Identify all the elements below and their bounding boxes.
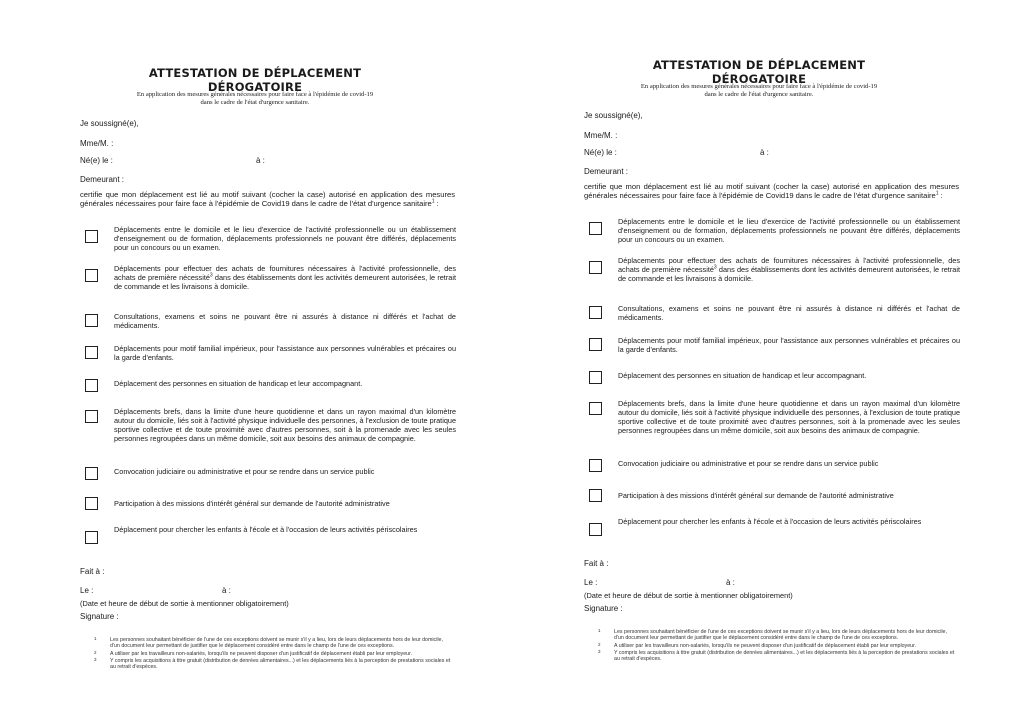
reason-text: Consultations, examens et soins ne pouvant être ni assurés à distance ni différés et l'achat de médicaments.: [618, 304, 960, 322]
reason-text: Déplacements entre le domicile et le lieu d'exercice de l'activité professionnelle ou un établissement d'enseignement ou de formation, déplacements professionnels ne pouvant être différés, déplacements pour un concours ou un examen.: [114, 225, 456, 252]
mme-m-label: Mme/M. :: [80, 139, 114, 148]
reason-text: [618, 257, 960, 284]
footnote: [598, 650, 958, 663]
subtitle-line-1: En application des mesures générales nécessaires pour faire face à l'épidémie de covid-19: [136, 91, 374, 98]
je-soussigne-label: Je soussigné(e),: [584, 111, 643, 120]
reason-checkbox[interactable]: [85, 230, 98, 243]
footnote: [598, 643, 958, 649]
footnote-text: A utiliser par les travailleurs non-salariés, lorsqu'ils ne peuvent disposer d'un justificatif de déplacement établi par leur employeur.: [110, 650, 413, 657]
reason-checkbox[interactable]: [85, 379, 98, 392]
le-label: Le :: [80, 586, 94, 595]
footnote: [94, 658, 454, 671]
certification-end: :: [434, 199, 439, 209]
reason-checkbox[interactable]: [589, 489, 602, 502]
signature-label: Signature :: [80, 612, 119, 621]
demeurant-label: Demeurant :: [80, 175, 125, 184]
footnote-number: 1: [94, 636, 97, 641]
reason-text-part: Déplacements pour effectuer des achats de fournitures nécessaires à l'activité professionnelle, des achats de première nécessité: [114, 264, 456, 282]
fait-a-label: Fait à :: [80, 567, 105, 576]
footnote-number: 1: [598, 628, 601, 633]
footnote-number: 3: [94, 656, 97, 662]
subtitle-line-2: dans le cadre de l'état d'urgence sanitaire.: [704, 91, 814, 99]
footnote-number: 2: [598, 641, 601, 647]
reason-checkbox[interactable]: [85, 269, 98, 282]
demeurant-label: Demeurant :: [584, 167, 629, 176]
reason-checkbox[interactable]: [589, 371, 602, 384]
reason-text: Déplacement pour chercher les enfants à l'école et à l'occasion de leurs activités périscolaires: [618, 517, 922, 526]
certification-body: certifie que mon déplacement est lié au motif suivant (cocher la case) autorisé en application des mesures générales nécessaires pour faire face à l'épidémie de Covid19 dans le cadre de l'état d'urgence sanitaire: [584, 182, 959, 201]
reason-text: Déplacement pour chercher les enfants à l'école et à l'occasion de leurs activités périscolaires: [114, 525, 418, 534]
reason-text: Déplacement des personnes en situation de handicap et leur accompagnant.: [618, 371, 867, 380]
reason-text: [114, 265, 456, 292]
footnote-text: Y compris les acquisitions à titre gratuit (distribution de denrées alimentaires...) et les déplacements liés à la perception de prestations sociales et au retrait d'espèces.: [614, 649, 955, 663]
reason-checkbox[interactable]: [85, 346, 98, 359]
footnote: [94, 637, 454, 650]
footnote: [94, 651, 454, 657]
reason-text: Déplacements pour motif familial impérieux, pour l'assistance aux personnes vulnérables et précaires ou la garde d'enfants.: [114, 344, 456, 362]
subtitle-line-2: dans le cadre de l'état d'urgence sanitaire.: [200, 99, 310, 107]
reason-checkbox[interactable]: [85, 314, 98, 327]
certification-end: :: [938, 191, 943, 201]
birth-place-label: à :: [256, 156, 265, 165]
date-note: (Date et heure de début de sortie à mentionner obligatoirement): [80, 599, 289, 608]
reason-text: Déplacements pour motif familial impérieux, pour l'assistance aux personnes vulnérables et précaires ou la garde d'enfants.: [618, 336, 960, 354]
subtitle-line-1: En application des mesures générales nécessaires pour faire face à l'épidémie de covid-19: [640, 83, 878, 90]
date-note: (Date et heure de début de sortie à mentionner obligatoirement): [584, 591, 793, 600]
reason-checkbox[interactable]: [589, 459, 602, 472]
form-subtitle: [594, 83, 924, 99]
birth-date-label: Né(e) le :: [584, 148, 617, 157]
footnote-ref: 1: [935, 190, 939, 197]
birth-place-label: à :: [760, 148, 769, 157]
birth-date-label: Né(e) le :: [80, 156, 113, 165]
footnote-text: Y compris les acquisitions à titre gratuit (distribution de denrées alimentaires...) et les déplacements liés à la perception de prestations sociales et au retrait d'espèces.: [110, 657, 451, 671]
footnote: [598, 629, 958, 642]
reason-checkbox[interactable]: [85, 497, 98, 510]
reason-text-part: dans des établissements dont les activités demeurent autorisées, le retrait de commande et les livraisons à domicile.: [618, 264, 960, 283]
reason-text: Déplacements brefs, dans la limite d'une heure quotidienne et dans un rayon maximal d'un kilomètre autour du domicile, liés soit à l'activité physique individuelle des personnes, à l'exclusion de toute pratique sportive collective et de toute proximité avec d'autres personnes, soit à la promenade avec les seules personnes regroupées dans un même domicile, soit aux besoins des animaux de compagnie.: [618, 399, 960, 435]
form-title: ATTESTATION DE DÉPLACEMENT DÉROGATOIRE: [148, 66, 362, 94]
footnote-ref: 3: [209, 272, 213, 279]
reason-text: Convocation judiciaire ou administrative et pour se rendre dans un service public: [114, 467, 375, 476]
reason-checkbox[interactable]: [589, 338, 602, 351]
reason-text: Déplacements brefs, dans la limite d'une heure quotidienne et dans un rayon maximal d'un kilomètre autour du domicile, liés soit à l'activité physique individuelle des personnes, à l'exclusion de toute pratique sportive collective et de toute proximité avec d'autres personnes, soit à la promenade avec les seules personnes regroupées dans un même domicile, soit aux besoins des animaux de compagnie.: [114, 407, 456, 443]
reason-text: Consultations, examens et soins ne pouvant être ni assurés à distance ni différés et l'achat de médicaments.: [114, 312, 456, 330]
fait-a-label: Fait à :: [584, 559, 609, 568]
time-label: à :: [726, 578, 735, 587]
footnote-ref: 1: [431, 198, 435, 205]
reason-text: Déplacement des personnes en situation de handicap et leur accompagnant.: [114, 379, 363, 388]
footnote-text: Les personnes souhaitant bénéficier de l'une de ces exceptions doivent se munir s'il y a lieu, lors de leurs déplacements hors de leur domicile, d'un document leur permettant de justifier que le déplacement considéré entre dans le champ de l'une de ces exceptions.: [614, 629, 947, 642]
footnote-ref: 3: [713, 264, 717, 271]
reason-checkbox[interactable]: [589, 402, 602, 415]
reason-text: Déplacements entre le domicile et le lieu d'exercice de l'activité professionnelle ou un établissement d'enseignement ou de formation, déplacements professionnels ne pouvant être différés, déplacements pour un concours ou un examen.: [618, 217, 960, 244]
reason-checkbox[interactable]: [589, 261, 602, 274]
reason-text: Convocation judiciaire ou administrative et pour se rendre dans un service public: [618, 459, 879, 468]
footnotes: [598, 629, 958, 663]
signature-label: Signature :: [584, 604, 623, 613]
footnote-number: 3: [598, 648, 601, 654]
reason-checkbox[interactable]: [589, 523, 602, 536]
reason-text: Participation à des missions d'intérêt général sur demande de l'autorité administrative: [618, 491, 894, 500]
reason-text-part: dans des établissements dont les activités demeurent autorisées, le retrait de commande et les livraisons à domicile.: [114, 272, 456, 291]
time-label: à :: [222, 586, 231, 595]
reason-checkbox[interactable]: [85, 531, 98, 544]
attestation-page-left: [4, 0, 504, 723]
form-subtitle: [90, 91, 420, 107]
reason-checkbox[interactable]: [589, 222, 602, 235]
mme-m-label: Mme/M. :: [584, 131, 618, 140]
reason-text: Participation à des missions d'intérêt général sur demande de l'autorité administrative: [114, 499, 390, 508]
je-soussigne-label: Je soussigné(e),: [80, 119, 139, 128]
reason-checkbox[interactable]: [85, 467, 98, 480]
le-label: Le :: [584, 578, 598, 587]
attestation-page-right: [508, 0, 1008, 715]
footnote-number: 2: [94, 649, 97, 655]
certification-body: certifie que mon déplacement est lié au motif suivant (cocher la case) autorisé en application des mesures générales nécessaires pour faire face à l'épidémie de Covid19 dans le cadre de l'état d'urgence sanitaire: [80, 190, 455, 209]
reason-text-part: Déplacements pour effectuer des achats de fournitures nécessaires à l'activité professionnelle, des achats de première nécessité: [618, 256, 960, 274]
certification-text: [584, 182, 959, 200]
footnotes: [94, 637, 454, 671]
form-title: ATTESTATION DE DÉPLACEMENT DÉROGATOIRE: [652, 58, 866, 86]
certification-text: [80, 190, 455, 208]
footnote-text: A utiliser par les travailleurs non-salariés, lorsqu'ils ne peuvent disposer d'un justificatif de déplacement établi par leur employeur.: [614, 642, 917, 649]
footnote-text: Les personnes souhaitant bénéficier de l'une de ces exceptions doivent se munir s'il y a lieu, lors de leurs déplacements hors de leur domicile, d'un document leur permettant de justifier que le déplacement considéré entre dans le champ de l'une de ces exceptions.: [110, 637, 443, 650]
reason-checkbox[interactable]: [85, 410, 98, 423]
reason-checkbox[interactable]: [589, 306, 602, 319]
